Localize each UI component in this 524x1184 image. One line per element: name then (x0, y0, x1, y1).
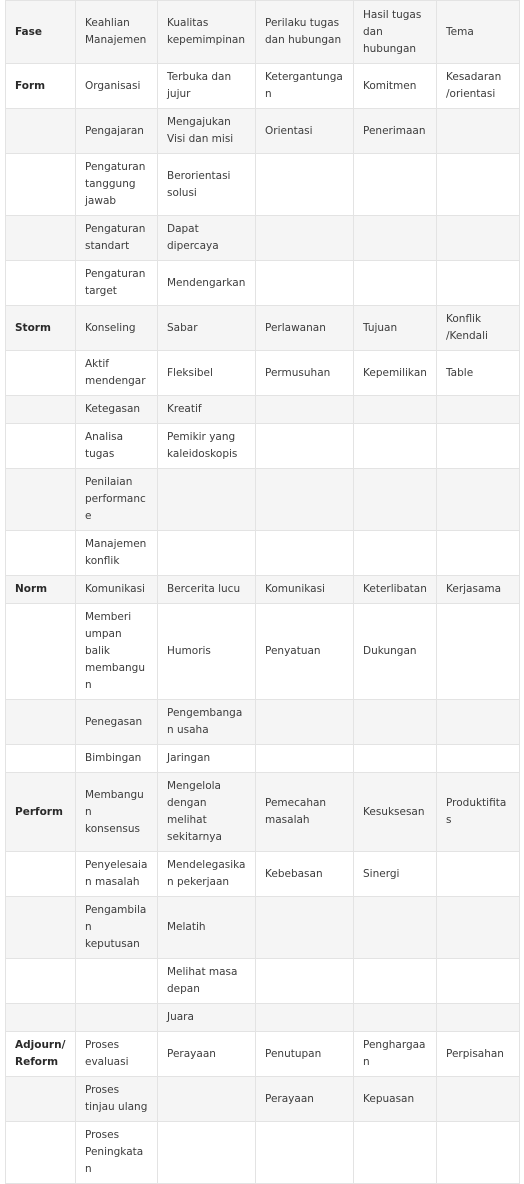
table-body (6, 64, 520, 1184)
phase-cell: Norm (6, 576, 76, 604)
table-cell (354, 154, 437, 216)
table-cell (354, 745, 437, 773)
phase-cell (6, 959, 76, 1004)
phase-cell: Form (6, 64, 76, 109)
table-cell: Organisasi (76, 64, 158, 109)
table-cell: Memberi umpan balik membangun (76, 604, 158, 700)
table-cell: Aktif mendengar (76, 351, 158, 396)
phase-cell: Adjourn/ Reform (6, 1032, 76, 1077)
table-row (6, 216, 520, 261)
table-cell (354, 700, 437, 745)
table-cell: Orientasi (256, 109, 354, 154)
table-row (6, 64, 520, 109)
table-cell: Fleksibel (158, 351, 256, 396)
phase-cell (6, 1004, 76, 1032)
table-cell (256, 745, 354, 773)
table-cell: Sabar (158, 306, 256, 351)
header-cell: Keahlian Manajemen (76, 1, 158, 64)
table-cell: Analisa tugas (76, 424, 158, 469)
phase-cell (6, 1122, 76, 1184)
table-cell: Terbuka dan jujur (158, 64, 256, 109)
table-cell: Pengaturan tanggung jawab (76, 154, 158, 216)
table-cell (256, 959, 354, 1004)
table-cell (256, 396, 354, 424)
table-cell: Kerjasama (437, 576, 520, 604)
phase-cell (6, 700, 76, 745)
table-cell (354, 1004, 437, 1032)
table-cell: Bercerita lucu (158, 576, 256, 604)
table-cell: Keterlibatan (354, 576, 437, 604)
table-cell: Pemikir yang kaleidoskopis (158, 424, 256, 469)
table-cell (354, 531, 437, 576)
table-cell (256, 261, 354, 306)
table-cell: Penghargaan (354, 1032, 437, 1077)
table-cell (354, 469, 437, 531)
table-cell: Pengambilan keputusan (76, 897, 158, 959)
table-cell: Juara (158, 1004, 256, 1032)
table-cell: Mengelola dengan melihat sekitarnya (158, 773, 256, 852)
table-cell (256, 897, 354, 959)
table-cell (354, 261, 437, 306)
table-cell (437, 959, 520, 1004)
table-row (6, 700, 520, 745)
table-cell (354, 897, 437, 959)
table-cell (437, 531, 520, 576)
table-cell: Ketegasan (76, 396, 158, 424)
table-cell (437, 396, 520, 424)
table-cell (437, 1004, 520, 1032)
table-cell (437, 109, 520, 154)
table-cell: Melatih (158, 897, 256, 959)
table-cell: Penyelesaian masalah (76, 852, 158, 897)
header-cell: Kualitas kepemimpinan (158, 1, 256, 64)
table-row (6, 469, 520, 531)
table-row (6, 1122, 520, 1184)
table-cell (354, 1122, 437, 1184)
phase-cell: Storm (6, 306, 76, 351)
table-cell: Konseling (76, 306, 158, 351)
phase-cell (6, 1077, 76, 1122)
table-cell: Kesuksesan (354, 773, 437, 852)
table-row (6, 154, 520, 216)
table-cell: Sinergi (354, 852, 437, 897)
table-cell: Pengaturan target (76, 261, 158, 306)
table-cell: Manajemen konflik (76, 531, 158, 576)
table-cell (437, 700, 520, 745)
table-cell (354, 424, 437, 469)
table-cell (437, 745, 520, 773)
phase-cell (6, 424, 76, 469)
table-row (6, 852, 520, 897)
table-cell: Penilaian performance (76, 469, 158, 531)
table-cell: Dukungan (354, 604, 437, 700)
table-cell: Kepuasan (354, 1077, 437, 1122)
table-row (6, 604, 520, 700)
table-cell (437, 424, 520, 469)
table-cell (354, 959, 437, 1004)
table-row (6, 897, 520, 959)
table-cell: Proses Peningkatan (76, 1122, 158, 1184)
table-header-row (6, 1, 520, 64)
table-cell (76, 959, 158, 1004)
table-cell: Membangun konsensus (76, 773, 158, 852)
table-cell (256, 531, 354, 576)
table-cell (437, 154, 520, 216)
table-row (6, 745, 520, 773)
table-cell: Perlawanan (256, 306, 354, 351)
table-cell: Perpisahan (437, 1032, 520, 1077)
table-cell (437, 604, 520, 700)
table-cell: Kepemilikan (354, 351, 437, 396)
table-cell (256, 1004, 354, 1032)
table-cell (354, 216, 437, 261)
table-cell (256, 700, 354, 745)
table-cell: Kesadaran /orientasi (437, 64, 520, 109)
header-cell: Fase (6, 1, 76, 64)
table-cell: Kreatif (158, 396, 256, 424)
table-cell: Penyatuan (256, 604, 354, 700)
header-cell: Perilaku tugas dan hubungan (256, 1, 354, 64)
table-cell: Tujuan (354, 306, 437, 351)
table-row (6, 773, 520, 852)
table-cell: Permusuhan (256, 351, 354, 396)
table-cell: Komitmen (354, 64, 437, 109)
table-cell (158, 1077, 256, 1122)
phase-cell (6, 897, 76, 959)
table-cell: Bimbingan (76, 745, 158, 773)
table-cell (437, 1122, 520, 1184)
table-cell: Produktifitas (437, 773, 520, 852)
table-container (5, 0, 519, 1184)
phase-cell (6, 604, 76, 700)
table-cell (256, 216, 354, 261)
phase-cell (6, 852, 76, 897)
table-cell: Penerimaan (354, 109, 437, 154)
table-row (6, 1032, 520, 1077)
table-cell: Konflik /Kendali (437, 306, 520, 351)
phase-cell (6, 531, 76, 576)
table-cell: Melihat masa depan (158, 959, 256, 1004)
table-cell (256, 424, 354, 469)
table-cell: Ketergantungan (256, 64, 354, 109)
phase-cell (6, 261, 76, 306)
table-cell (437, 469, 520, 531)
phase-cell (6, 396, 76, 424)
table-row (6, 261, 520, 306)
table-cell (158, 531, 256, 576)
table-cell: Penutupan (256, 1032, 354, 1077)
table-cell: Berorientasi solusi (158, 154, 256, 216)
table-row (6, 1004, 520, 1032)
table-cell (437, 216, 520, 261)
phase-cell: Perform (6, 773, 76, 852)
table-cell (256, 1122, 354, 1184)
table-cell: Pengembangan usaha (158, 700, 256, 745)
table-cell: Komunikasi (76, 576, 158, 604)
table-cell (354, 396, 437, 424)
table-cell: Proses evaluasi (76, 1032, 158, 1077)
table-cell (437, 897, 520, 959)
table-cell: Table (437, 351, 520, 396)
table-row (6, 306, 520, 351)
table-cell: Mendelegasikan pekerjaan (158, 852, 256, 897)
phase-cell (6, 745, 76, 773)
table-cell (437, 852, 520, 897)
table-cell: Pengajaran (76, 109, 158, 154)
table-cell: Perayaan (256, 1077, 354, 1122)
table-cell (256, 154, 354, 216)
table-row (6, 424, 520, 469)
table-cell: Pemecahan masalah (256, 773, 354, 852)
table-cell: Kebebasan (256, 852, 354, 897)
table-row (6, 576, 520, 604)
table-cell (158, 469, 256, 531)
table-cell (76, 1004, 158, 1032)
table-cell: Dapat dipercaya (158, 216, 256, 261)
table-row (6, 531, 520, 576)
phase-cell (6, 154, 76, 216)
phase-cell (6, 216, 76, 261)
table-cell: Pengaturan standart (76, 216, 158, 261)
table-row (6, 109, 520, 154)
table-cell: Mendengarkan (158, 261, 256, 306)
table-cell: Mengajukan Visi dan misi (158, 109, 256, 154)
table-cell: Humoris (158, 604, 256, 700)
table-cell: Perayaan (158, 1032, 256, 1077)
table-cell: Penegasan (76, 700, 158, 745)
table-cell: Proses tinjau ulang (76, 1077, 158, 1122)
header-cell: Hasil tugas dan hubungan (354, 1, 437, 64)
phase-cell (6, 351, 76, 396)
table-cell (437, 261, 520, 306)
table-row (6, 351, 520, 396)
table-row (6, 959, 520, 1004)
table-cell (256, 469, 354, 531)
table-cell: Komunikasi (256, 576, 354, 604)
table-row (6, 1077, 520, 1122)
table-cell (158, 1122, 256, 1184)
table-cell: Jaringan (158, 745, 256, 773)
phase-table (5, 0, 520, 1184)
table-row (6, 396, 520, 424)
header-cell: Tema (437, 1, 520, 64)
phase-cell (6, 109, 76, 154)
phase-cell (6, 469, 76, 531)
table-cell (437, 1077, 520, 1122)
